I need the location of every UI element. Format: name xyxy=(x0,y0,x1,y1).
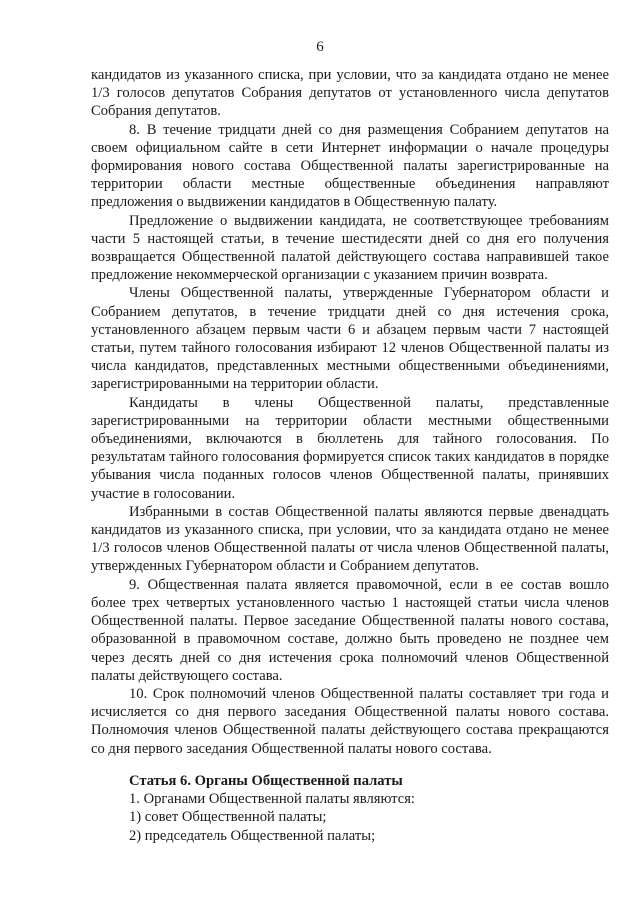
paragraph-clause-8: 8. В течение тридцати дней со дня размещения Собранием депутатов на своем официальном сайте в сети Интернет информации о начале процедуры формирования нового состава Общественной палаты зарегистрированные на территории области местные общественные объединения направляют предложения о выдвижении кандидатов в Общественную палату. xyxy=(91,121,609,211)
article-title: Статья 6. Органы Общественной палаты xyxy=(129,773,403,789)
paragraph-clause-10: 10. Срок полномочий членов Общественной палаты составляет три года и исчисляется со дня первого заседания Общественной палаты нового состава. Полномочия членов Общественной палаты действующего состава прекращаются со дня первого заседания Общественной палаты нового состава. xyxy=(91,685,609,757)
article-6 xyxy=(91,772,609,845)
paragraph-clause-9: 9. Общественная палата является правомочной, если в ее состав вошло более трех четвертых установленного частью 1 настоящей статьи числа членов Общественной палаты. Первое заседание Общественной палаты нового состава, образованной в правомочном составе, должно быть проведено не позднее чем через десять дней со дня истечения срока полномочий членов Общественной палаты действующего состава. xyxy=(91,576,609,684)
article-line-1: 1. Органами Общественной палаты являются: xyxy=(129,791,415,808)
article-line-2: 1) совет Общественной палаты; xyxy=(129,809,327,826)
paragraph-continuation: кандидатов из указанного списка, при условии, что за кандидата отдано не менее 1/3 голосов депутатов Собрания депутатов от установленного числа депутатов Собрания депутатов. xyxy=(91,67,609,120)
paragraph-proposal-return: Предложение о выдвижении кандидата, не соответствующее требованиям части 5 настоящей статьи, в течение шестидесяти дней со дня его получения возвращается Общественной палатой действующего состава направившей такое предложение некоммерческой организации с указанием причин возврата. xyxy=(91,212,609,284)
paragraph-candidates-ballot: Кандидаты в члены Общественной палаты, представленные зарегистрированными на территории области местными общественными объединениями, включаются в бюллетень для тайного голосования. По результатам тайного голосования формируется список таких кандидатов в порядке убывания числа поданных голосов членов Общественной палаты, принявших участие в голосовании. xyxy=(91,394,609,502)
article-line-3: 2) председатель Общественной палаты; xyxy=(129,827,376,844)
paragraph-elected-members: Избранными в состав Общественной палаты являются первые двенадцать кандидатов из указанного списка, при условии, что за кандидата отдано не менее 1/3 голосов членов Общественной палаты от числа членов Общественной палаты, утвержденных Губернатором области и Собранием депутатов. xyxy=(91,503,609,575)
body-text xyxy=(91,66,609,758)
paragraph-members-election: Члены Общественной палаты, утвержденные Губернатором области и Собранием депутатов, в течение тридцати дней со дня истечения срока, установленного абзацем первым части 6 и абзацем первым части 7 настоящей статьи, путем тайного голосования избирают 12 членов Общественной палаты из числа кандидатов, представленных местными общественными объединениями, зарегистрированными на территории области. xyxy=(91,285,609,393)
page-number: 6 xyxy=(316,39,324,55)
